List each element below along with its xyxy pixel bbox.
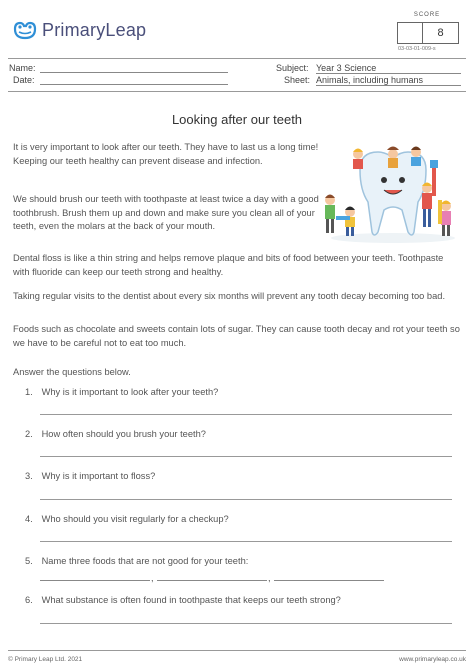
date-label: Date:	[13, 75, 35, 85]
sheet-label: Sheet:	[284, 75, 311, 85]
question-number: 3.	[25, 471, 33, 481]
tooth-children-illustration	[320, 140, 466, 245]
question-number: 1.	[25, 387, 33, 397]
question-6	[25, 595, 341, 605]
footer-copyright: © Primary Leap Ltd. 2021	[8, 656, 83, 663]
answer-line-5a[interactable]	[40, 580, 150, 581]
question-text: What substance is often found in toothpaste that keeps our teeth strong?	[41, 595, 341, 605]
question-number: 4.	[25, 514, 33, 524]
score-value: 8	[437, 27, 444, 39]
paragraph-1: It is very important to look after our teeth. They have to last us a long time! Keeping our teeth healthy can prevent disease and infection.	[13, 142, 319, 166]
answer-line-3[interactable]	[40, 499, 452, 500]
question-text: Why is it important to floss?	[41, 471, 156, 481]
answer-line-1[interactable]	[40, 414, 452, 415]
answer-line-6[interactable]	[40, 623, 452, 624]
answer-separator: ,	[268, 573, 271, 583]
paragraph-3: Dental floss is like a thin string and helps remove plaque and bits of food between your teeth. Toothpaste with fluoride can keep our teeth strong and healthy.	[13, 253, 444, 277]
question-text: Why is it important to look after your teeth?	[41, 387, 219, 397]
score-box	[397, 22, 459, 44]
question-number: 5.	[25, 556, 33, 566]
answer-separator: ,	[151, 573, 154, 583]
sheet-value: Animals, including humans	[316, 75, 461, 86]
question-3	[25, 471, 155, 481]
question-number: 6.	[25, 595, 33, 605]
answer-line-5c[interactable]	[274, 580, 384, 581]
question-text: Name three foods that are not good for your teeth:	[41, 556, 249, 566]
score-label: SCORE	[413, 12, 441, 18]
subject-label: Subject:	[276, 63, 309, 73]
answer-line-2[interactable]	[40, 456, 452, 457]
paragraph-4: Taking regular visits to the dentist about every six months will prevent any tooth decay becoming too bad.	[13, 291, 446, 301]
question-2	[25, 429, 206, 439]
instruction-text: Answer the questions below.	[13, 367, 131, 377]
sheet-code: 03-03-01-009-s	[398, 46, 436, 52]
date-line[interactable]	[40, 84, 228, 85]
question-text: Who should you visit regularly for a checkup?	[41, 514, 229, 524]
question-number: 2.	[25, 429, 33, 439]
header-divider	[8, 58, 466, 59]
frog-logo-icon	[12, 21, 38, 41]
brand-name: PrimaryLeap	[42, 20, 147, 40]
answer-line-4[interactable]	[40, 541, 452, 542]
name-label: Name:	[9, 63, 36, 73]
paragraph-5: Foods such as chocolate and sweets contain lots of sugar. They can cause tooth decay and rot your teeth so we have to be careful not to eat too much.	[13, 324, 460, 348]
paragraph-2: We should brush our teeth with toothpaste at least twice a day with a good toothbrush. Brush them up and down and make sure you clean all of your teeth, even the molars at the back of your mouth.	[13, 194, 319, 232]
answer-line-5b[interactable]	[157, 580, 267, 581]
question-4	[25, 514, 229, 524]
name-line[interactable]	[40, 72, 228, 73]
score-blank-cell	[398, 23, 423, 43]
meta-divider	[8, 91, 466, 92]
subject-value: Year 3 Science	[316, 63, 461, 74]
page-title: Looking after our teeth	[171, 112, 303, 127]
brand-logo	[12, 20, 146, 41]
footer-website[interactable]: www.primaryleap.co.uk	[399, 656, 466, 663]
question-5	[25, 556, 248, 566]
footer-divider	[8, 650, 466, 651]
question-text: How often should you brush your teeth?	[41, 429, 206, 439]
question-1	[25, 387, 218, 397]
